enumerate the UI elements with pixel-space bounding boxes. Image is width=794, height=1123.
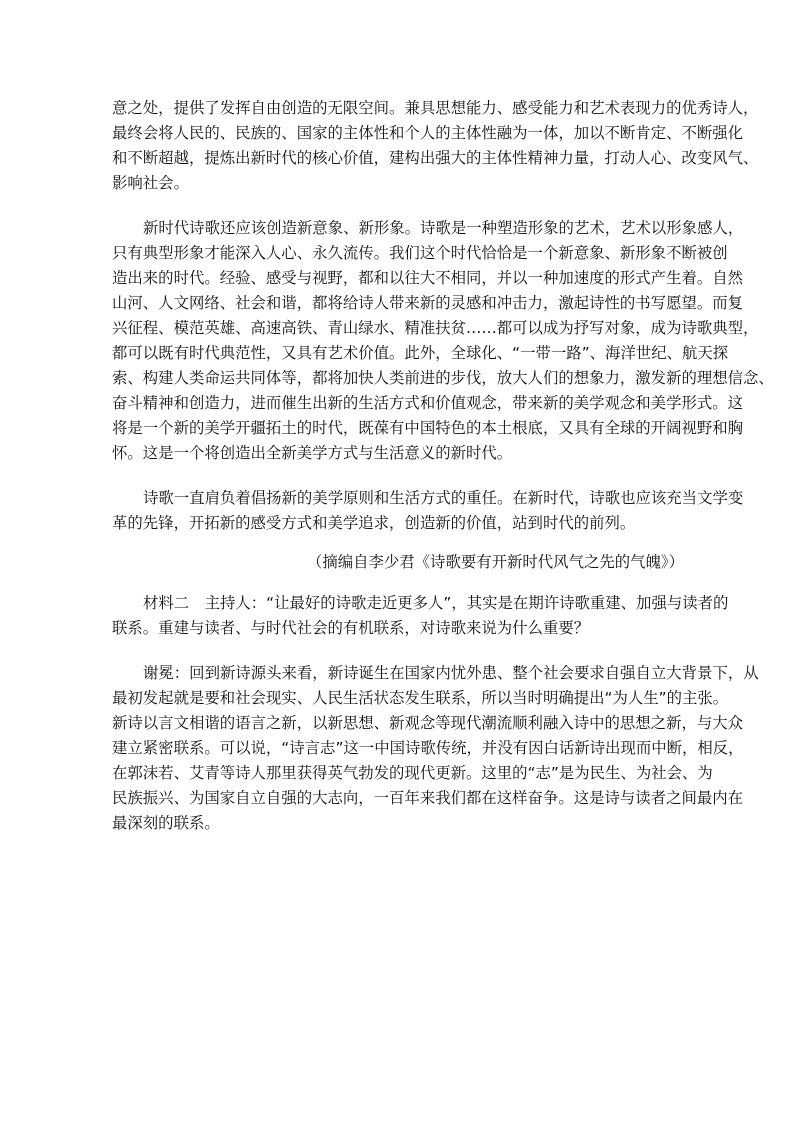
text-line: 民族振兴、为国家自立自强的大志向，一百年来我们都在这样奋争。这是诗与读者之间最内在 [112, 789, 744, 807]
text-line: 怀。这是一个将创造出全新美学方式与生活意义的新时代。 [112, 444, 513, 462]
text-line: 意之处，提供了发挥自由创造的无限空间。兼具思想能力、感受能力和艺术表现力的优秀诗人， [112, 99, 759, 117]
text-line: 革的先锋，开拓新的感受方式和美学追求，创造新的价值，站到时代的前列。 [112, 514, 636, 532]
text-line: 新诗以言文相谐的语言之新，以新思想、新观念等现代潮流顺利融入诗中的思想之新，与大众 [112, 714, 744, 732]
text-line: 新时代诗歌还应该创造新意象、新形象。诗歌是一种塑造形象的艺术，艺术以形象感人， [143, 219, 744, 237]
source-citation [112, 550, 684, 575]
text-line: 奋斗精神和创造力，进而催生出新的生活方式和价值观念，带来新的美学观念和美学形式。这 [112, 394, 744, 412]
text-line: 最深刻的联系。 [112, 814, 220, 832]
text-line: 材料二 主持人：“让最好的诗歌走近更多人”，其实是在期许诗歌重建、加强与读者的 [143, 594, 729, 612]
document-page [112, 96, 774, 836]
paragraph-material-two [112, 591, 729, 641]
text-line: 最终会将人民的、民族的、国家的主体性和个人的主体性融为一体，加以不断肯定、不断强化 [112, 124, 744, 142]
paragraph-3 [112, 486, 744, 536]
text-line: 索、构建人类命运共同体等，都将加快人类前进的步伐，放大人们的想象力，激发新的理想信念、 [112, 369, 774, 387]
text-line: 都可以既有时代典范性，又具有艺术价值。此外，全球化、“一带一路”、海洋世纪、航天探 [112, 344, 729, 362]
text-line: 在郭沫若、艾青等诗人那里获得英气勃发的现代更新。这里的“志”是为民生、为社会、为 [112, 764, 713, 782]
text-line: 山河、人文网络、社会和谐，都将给诗人带来新的灵感和冲击力，激起诗性的书写愿望。而复 [112, 294, 744, 312]
text-line: 建立紧密联系。可以说，“诗言志”这一中国诗歌传统，并没有因白话新诗出现而中断，相反， [112, 739, 744, 757]
text-line: 只有典型形象才能深入人心、永久流传。我们这个时代恰恰是一个新意象、新形象不断被创 [112, 244, 728, 262]
text-line: 影响社会。 [112, 174, 189, 192]
text-line: 兴征程、模范英雄、高速高铁、青山绿水、精准扶贫……都可以成为抒写对象，成为诗歌典型， [112, 319, 759, 337]
text-line: 和不断超越，提炼出新时代的核心价值，建构出强大的主体性精神力量，打动人心、改变风气、 [112, 149, 759, 167]
text-line: 诗歌一直肩负着倡扬新的美学原则和生活方式的重任。在新时代，诗歌也应该充当文学变 [143, 489, 744, 507]
text-line: 将是一个新的美学开疆拓土的时代，既葆有中国特色的本土根底，又具有全球的开阔视野和胸 [112, 419, 744, 437]
paragraph-1 [112, 96, 759, 196]
paragraph-xie-mian [112, 661, 759, 836]
text-line: 谢冕：回到新诗源头来看，新诗诞生在国家内忧外患、整个社会要求自强自立大背景下，从 [143, 664, 759, 682]
text-line: 造出来的时代。经验、感受与视野，都和以往大不相同，并以一种加速度的形式产生着。自然 [112, 269, 744, 287]
text-line: 联系。重建与读者、与时代社会的有机联系，对诗歌来说为什么重要？ [112, 619, 590, 637]
text-line: 最初发起就是要和社会现实、人民生活状态发生联系，所以当时明确提出“为人生”的主张。 [112, 689, 729, 707]
citation-text: （摘编自李少君《诗歌要有开新时代风气之先的气魄》） [306, 553, 684, 571]
paragraph-2 [112, 216, 774, 466]
